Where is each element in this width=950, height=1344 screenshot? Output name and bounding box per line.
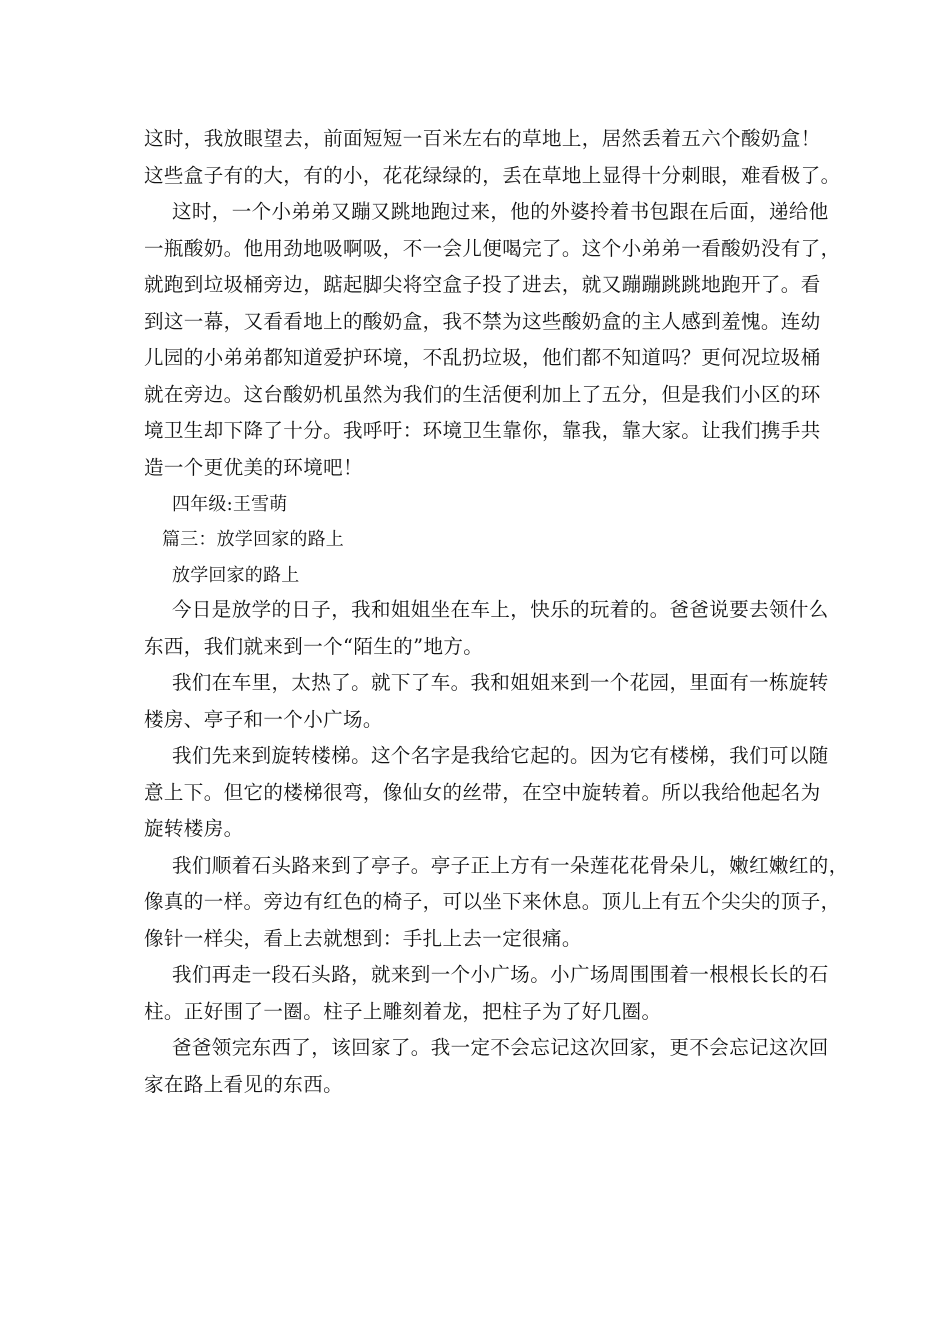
text-line: 儿园的小弟弟都知道爱护环境，不乱扔垃圾，他们都不知道吗？更何况垃圾桶 [144, 346, 821, 369]
text-line: 我们顺着石头路来到了亭子。亭子正上方有一朵莲花花骨朵儿，嫩红嫩红的， [172, 854, 849, 877]
text-line: 造一个更优美的环境吧！ [144, 456, 363, 479]
text-line: 这时，一个小弟弟又蹦又跳地跑过来，他的外婆拎着书包跟在后面，递给他 [172, 200, 829, 223]
text-line: 我们在车里，太热了。就下了车。我和姐姐来到一个花园，里面有一栋旋转 [172, 671, 829, 694]
text-line: 旋转楼房。 [144, 817, 244, 840]
text-line: 像真的一样。旁边有红色的椅子，可以坐下来休息。顶儿上有五个尖尖的顶子， [144, 890, 841, 913]
text-line: 今日是放学的日子，我和姐姐坐在车上，快乐的玩着的。爸爸说要去领什么 [172, 598, 829, 621]
section-heading: 篇三：放学回家的路上 [162, 529, 344, 550]
text-line: 我们再走一段石头路，就来到一个小广场。小广场周围围着一根根长长的石 [172, 963, 829, 986]
text-line: 像针一样尖，看上去就想到：手扎上去一定很痛。 [144, 927, 582, 950]
text-line: 就在旁边。这台酸奶机虽然为我们的生活便利加上了五分，但是我们小区的环 [144, 383, 821, 406]
text-line: 家在路上看见的东西。 [144, 1073, 344, 1096]
author-line: 四年级:王雪萌 [172, 494, 288, 515]
text-line: 境卫生却下降了十分。我呼吁：环境卫生靠你，靠我，靠大家。让我们携手共 [144, 419, 821, 442]
text-line: 楼房、亭子和一个小广场。 [144, 708, 383, 731]
text-line: 我们先来到旋转楼梯。这个名字是我给它起的。因为它有楼梯，我们可以随 [172, 744, 829, 767]
text-line: 到这一幕，又看看地上的酸奶盒，我不禁为这些酸奶盒的主人感到羞愧。连幼 [144, 310, 821, 333]
text-line: 爸爸领完东西了，该回家了。我一定不会忘记这次回家，更不会忘记这次回 [172, 1036, 829, 1059]
text-line: 柱。正好围了一圈。柱子上雕刻着龙，把柱子为了好几圈。 [144, 1000, 662, 1023]
text-line: 意上下。但它的楼梯很弯，像仙女的丝带，在空中旋转着。所以我给他起名为 [144, 781, 821, 804]
text-line: 这些盒子有的大，有的小，花花绿绿的，丢在草地上显得十分刺眼，难看极了。 [144, 164, 841, 187]
text-line: 就跑到垃圾桶旁边，踮起脚尖将空盒子投了进去，就又蹦蹦跳跳地跑开了。看 [144, 273, 821, 296]
text-line: 一瓶酸奶。他用劲地吸啊吸，不一会儿便喝完了。这个小弟弟一看酸奶没有了， [144, 237, 841, 260]
text-line: 东西，我们就来到一个“陌生的”地方。 [144, 635, 484, 658]
article-title: 放学回家的路上 [172, 565, 300, 586]
text-line: 这时，我放眼望去，前面短短一百米左右的草地上，居然丢着五六个酸奶盒！ [144, 127, 821, 150]
